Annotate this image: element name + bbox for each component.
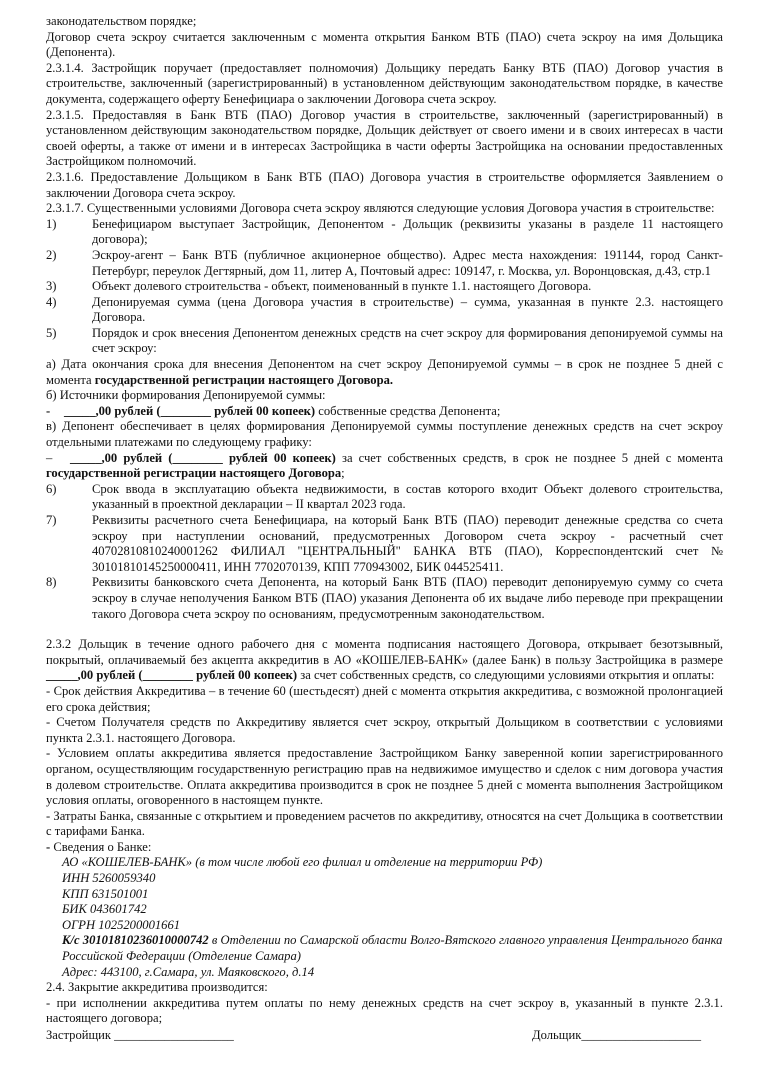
- paragraph-2-3-1-7: 2.3.1.7. Существенными условиями Договора счета эскроу являются следующие условия Договора участия в строительстве:: [46, 201, 715, 216]
- list-item: [46, 295, 723, 326]
- list-number: 6): [46, 481, 57, 496]
- list-number: 1): [46, 216, 57, 231]
- list-text: Бенефициаром выступает Застройщик, Депонентом - Дольщик (реквизиты указаны в разделе 11 настоящего договора);: [92, 216, 723, 247]
- list-text: Эскроу-агент – Банк ВТБ (публичное акционерное общество). Адрес места нахождения: 191144, город Санкт-Петербург, переулок Дегтярный, дом 11, литер А, Почтовый адрес: 109147, г. Москва, ул. Воронцовская, д.43, стр.1: [92, 247, 723, 278]
- paragraph-condition: - Условием оплаты аккредитива является предоставление Застройщиком Банку заверенной копии зарегистрированного органом, осуществляющим государственную регистрацию прав на недвижимое имущество и сделок с ним договора участия в долевом строительстве. Оплата аккредитива производится в срок не позднее 5 дней с момента выполнения Застройщиком условия оплаты, оговоренного в настоящем пункте.: [46, 746, 723, 808]
- list-text: Порядок и срок внесения Депонентом денежных средств на счет эскроу для формирования депонируемой суммы на счет эскроу:: [92, 325, 723, 356]
- bank-details: [46, 855, 723, 980]
- paragraph-2-3-2: 2.3.2 Дольщик в течение одного рабочего дня с момента подписания настоящего Договора, открывает безотзывный, покрытый, оплачиваемый без акцепта аккредитив в АО «КОШЕЛЕВ-БАНК» (далее Банк) в пользу Застройщика в размере _____,00 рублей (________ рублей 00 копеек) за счет собственных средств, со следующими условиями открытия и оплаты:: [46, 637, 723, 683]
- signature-developer: Застройщик ___________________: [46, 1028, 234, 1042]
- bank-correspondent-account: К/с 30101810236010000742 в Отделении по Самарской области Волго-Вятского главного управления Центрального банка Российской Федерации (Отделение Самара): [62, 933, 723, 964]
- list-text: Объект долевого строительства - объект, поименованный в пункте 1.1. настоящего Договора.: [92, 279, 592, 294]
- list-item: [46, 513, 723, 575]
- conditions-list: [46, 217, 723, 357]
- paragraph-v-1: – _____,00 рублей (________ рублей 00 копеек) за счет собственных средств, в срок не позднее 5 дней с момента государственной регистрации настоящего Договора;: [46, 450, 723, 481]
- list-text: Депонируемая сумма (цена Договора участия в строительстве) – сумма, указанная в пункте 2.3. настоящего Договора.: [92, 294, 723, 325]
- paragraph-intro-2: Договор счета эскроу считается заключенным с момента открытия Банком ВТБ (ПАО) счета эскроу на имя Дольщика (Депонента).: [46, 29, 723, 60]
- bank-bik: БИК 043601742: [62, 902, 147, 917]
- spacer: [46, 622, 723, 637]
- paragraph-b: б) Источники формирования Депонируемой суммы:: [46, 388, 326, 403]
- paragraph-b-1: - _____,00 рублей (________ рублей 00 копеек) собственные средства Депонента;: [46, 403, 501, 418]
- list-number: 5): [46, 325, 57, 340]
- list-number: 2): [46, 247, 57, 262]
- bank-name: АО «КОШЕЛЕВ-БАНК» (в том числе любой его филиал и отделение на территории РФ): [62, 855, 543, 870]
- paragraph-2-4-1: - при исполнении аккредитива путем оплаты по нему денежных средств на счет эскроу в, указанный в пункте 2.3.1. настоящего договора;: [46, 995, 723, 1026]
- list-text: Срок ввода в эксплуатацию объекта недвижимости, в состав которого входит Объект долевого строительства, указанный в проектной декларации – II квартал 2023 года.: [92, 481, 723, 512]
- paragraph-a: а) Дата окончания срока для внесения Депонентом на счет эскроу Депонируемой суммы – в срок не позднее 5 дней с момента государственной регистрации настоящего Договора.: [46, 357, 723, 387]
- paragraph-term: - Срок действия Аккредитива – в течение 60 (шестьдесят) дней с момента открытия аккредитива, с возможной пролонгацией его срока действия;: [46, 683, 723, 714]
- paragraph-2-3-1-6: 2.3.1.6. Предоставление Дольщиком в Банк ВТБ (ПАО) Договора участия в строительстве оформляется Заявлением о заключении Договора счета эскроу.: [46, 169, 723, 200]
- conditions-list-continued: [46, 482, 723, 622]
- list-text: Реквизиты расчетного счета Бенефициара, на который Банк ВТБ (ПАО) переводит денежные средства со счета эскроу при наступлении оснований, предусмотренных Договором счета эскроу - расчетный счет 40702810810240001262 ФИЛИАЛ "ЦЕНТРАЛЬНЫЙ" БАНКА ВТБ (ПАО), Корреспондентский счет № 30101810145250000411, ИНН 7702070139, КПП 770943002, БИК 044525411.: [92, 513, 723, 574]
- list-item: [46, 575, 723, 622]
- document-page: [46, 14, 723, 1044]
- signature-block: [46, 1028, 723, 1044]
- paragraph-account: - Счетом Получателя средств по Аккредитиву является счет эскроу, открытый Дольщиком в соответствии с условиями пункта 2.3.1. настоящего Договора.: [46, 715, 723, 745]
- list-number: 8): [46, 575, 57, 590]
- list-item: [46, 248, 723, 279]
- bank-inn: ИНН 5260059340: [62, 871, 156, 886]
- paragraph-v: в) Депонент обеспечивает в целях формирования Депонируемой суммы поступление денежных средств на счет эскроу отдельными платежами по следующему графику:: [46, 419, 723, 450]
- paragraph-2-3-1-4: 2.3.1.4. Застройщик поручает (предоставляет полномочия) Дольщику передать Банку ВТБ (ПАО) Договор участия в строительстве, заключенный (зарегистрированный) в установленном действующим законодательством порядке, в качестве документа, содержащего оферту Бенефициара о заключении Договора счета эскроу.: [46, 60, 723, 106]
- list-number: 4): [46, 294, 57, 309]
- bank-kpp: КПП 631501001: [62, 886, 149, 901]
- list-item: [46, 326, 723, 357]
- list-item: [46, 482, 723, 513]
- paragraph-2-3-1-5: 2.3.1.5. Предоставляя в Банк ВТБ (ПАО) Договор участия в строительстве, заключенный (зарегистрированный) в установленном действующим законодательством порядке, Дольщик действует от своего имени и в своих интересах в части своей оферты, а также от имени и в интересах Застройщика в части оферты Застройщика на основании предоставленных Застройщиком полномочий.: [46, 107, 723, 169]
- paragraph-2-4: 2.4. Закрытие аккредитива производится:: [46, 980, 268, 995]
- list-text: Реквизиты банковского счета Депонента, на который Банк ВТБ (ПАО) переводит депонируемую сумму со счета эскроу в случае неполучения Банком ВТБ (ПАО) указания Депонента об их выдаче либо переводе при прекращении такого Договора счета эскроу по основаниям, предусмотренным законодательством.: [92, 575, 723, 621]
- signature-shareholder: Дольщик___________________: [532, 1028, 701, 1042]
- list-number: 3): [46, 279, 57, 294]
- paragraph-costs: - Затраты Банка, связанные с открытием и проведением расчетов по аккредитиву, относятся на счет Дольщика в соответствии с тарифами Банка.: [46, 808, 723, 839]
- bank-address: Адрес: 443100, г.Самара, ул. Маяковского, д.14: [62, 964, 315, 979]
- list-number: 7): [46, 513, 57, 527]
- paragraph-bank-info: - Сведения о Банке:: [46, 839, 152, 854]
- paragraph-intro-1: законодательством порядке;: [46, 14, 197, 28]
- list-item: [46, 217, 723, 248]
- bank-ogrn: ОГРН 1025200001661: [62, 917, 181, 932]
- list-item: [46, 279, 723, 295]
